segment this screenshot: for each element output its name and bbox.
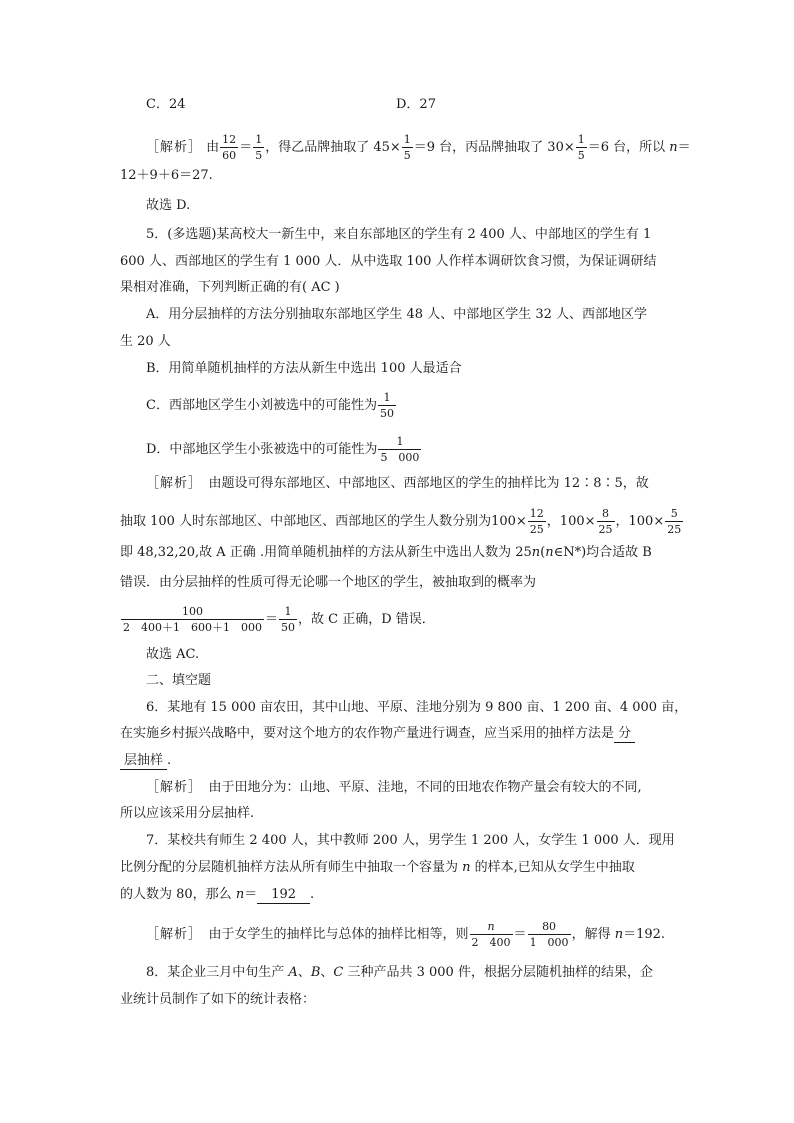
q7-stem-line3: 的人数为 80，那么 n＝ 192 . (120, 887, 315, 902)
q5-solution-line3: 即 48,32,20,故 A 正确 .用简单随机抽样的方法从新生中选出人数为 25n(n∈N*)均合适故 B (120, 545, 652, 560)
fraction: $\frac{100}{2 400+1 600+1 000}$ (123, 605, 262, 634)
fraction: $\frac{1}{5}$ (403, 133, 411, 162)
fraction: $\frac{1}{5 000}$ (380, 435, 420, 464)
fraction: $\frac{n}{2 400}$ (471, 920, 511, 949)
q5-answer: 故选 AC. (146, 647, 200, 662)
answer-blank: 192 (257, 887, 310, 904)
answer-blank: 分 (614, 726, 635, 743)
fraction: $\frac{12}{60}$ (222, 133, 237, 162)
q5-option-d: D．中部地区学生小张被选中的可能性为 $\frac{1}{5 000}$ (146, 435, 420, 464)
q5-option-c: C．西部地区学生小刘被选中的可能性为 $\frac{1}{50}$ (146, 391, 394, 420)
q5-solution-line2: 抽取 100 人时东部地区、中部地区、西部地区的学生人数分别为100× $\frac{12}{25}$ ，100× $\frac{8}{25}$ ，100× $\frac{5}{25}$ (120, 507, 682, 536)
q5-stem-line1: 5．(多选题)某高校大一新生中，来自东部地区的学生有 2 400 人、中部地区的学生有 1 (146, 227, 652, 242)
q5-solution-line1: ［解析］ 由题设可得东部地区、中部地区、西部地区的学生的抽样比为 12∶8∶5，故 (146, 476, 649, 491)
q6-stem-line3: 层抽样 . (120, 751, 171, 771)
q7-solution: ［解析］ 由于女学生的抽样比与总体的抽样比相等，则 $\frac{n}{2 400}$ ＝ $\frac{80}{1 000}$ ，解得 n＝192. (146, 920, 666, 949)
fraction: $\frac{1}{5}$ (577, 133, 585, 162)
solution-tag: ［解析］ (146, 476, 196, 491)
q6-solution-line2: 所以应该采用分层抽样. (120, 806, 255, 821)
q4-solution-line1: ［解析］ 由 $\frac{12}{60}$ ＝ $\frac{1}{5}$ ，得乙品牌抽取了 45× $\frac{1}{5}$ ＝9 台，丙品牌抽取了 30× $\frac{1}{5}$ ＝6 台，所以 n＝ (146, 133, 691, 162)
answer-blank: 层抽样 (120, 753, 167, 770)
q5-stem-line2: 600 人、西部地区的学生有 1 000 人．从中选取 100 人作样本调研饮食习惯，为保证调研结 (120, 254, 657, 269)
q5-option-b: B．用简单随机抽样的方法从新生中选出 100 人最适合 (146, 361, 462, 376)
q7-stem-line2: 比例分配的分层随机抽样方法从所有师生中抽取一个容量为 n 的样本,已知从女学生中抽取 (120, 860, 635, 875)
fraction: $\frac{1}{5}$ (255, 133, 263, 162)
q4-solution-line2: 12＋9＋6＝27. (120, 168, 213, 183)
q8-stem-line1: 8．某企业三月中旬生产 A、B、C 三种产品共 3 000 件，根据分层随机抽样的结果，企 (146, 965, 653, 980)
q5-solution-line4: 错误．由分层抽样的性质可得无论哪一个地区的学生，被抽取到的概率为 (120, 575, 537, 590)
q7-stem-line1: 7．某校共有师生 2 400 人，其中教师 200 人，男学生 1 200 人，女学生 1 000 人．现用 (146, 833, 675, 848)
fraction: $\frac{8}{25}$ (598, 507, 613, 536)
fraction: $\frac{5}{25}$ (667, 507, 682, 536)
q5-stem-line3: 果相对准确，下列判断正确的有( AC ) (120, 280, 340, 295)
q6-stem-line2: 在实施乡村振兴战略中，要对这个地方的农作物产量进行调查，应当采用的抽样方法是 分 (120, 724, 635, 744)
fraction: $\frac{1}{50}$ (379, 391, 394, 420)
q5-option-a-line2: 生 20 人 (120, 334, 171, 349)
fraction: $\frac{1}{50}$ (281, 605, 295, 634)
solution-tag: ［解析］ (146, 780, 196, 795)
fraction: $\frac{80}{1 000}$ (529, 920, 569, 949)
fraction: $\frac{12}{25}$ (529, 507, 544, 536)
q5-option-a-line1: A．用分层抽样的方法分别抽取东部地区学生 48 人、中部地区学生 32 人、西部地区学 (146, 307, 648, 322)
q6-stem-line1: 6．某地有 15 000 亩农田，其中山地、平原、洼地分别为 9 800 亩、1 200 亩、4 000 亩， (146, 700, 688, 715)
q8-stem-line2: 业统计员制作了如下的统计表格： (120, 992, 316, 1007)
q5-solution-line5: $\frac{100}{2 400+1 600+1 000}$ ＝ $\frac{1}{50}$ ，故 C 正确，D 错误． (123, 605, 435, 634)
q4-option-d: D．27 (396, 97, 436, 112)
q4-option-c: C．24 (146, 97, 186, 112)
q6-solution-line1: ［解析］ 由于田地分为：山地、平原、洼地，不同的田地农作物产量会有较大的不同, (146, 780, 642, 795)
solution-tag: ［解析］ (146, 927, 196, 942)
solution-tag: ［解析］ (146, 140, 203, 155)
section-heading: 二、填空题 (146, 673, 212, 688)
q4-answer: 故选 D. (146, 198, 191, 213)
